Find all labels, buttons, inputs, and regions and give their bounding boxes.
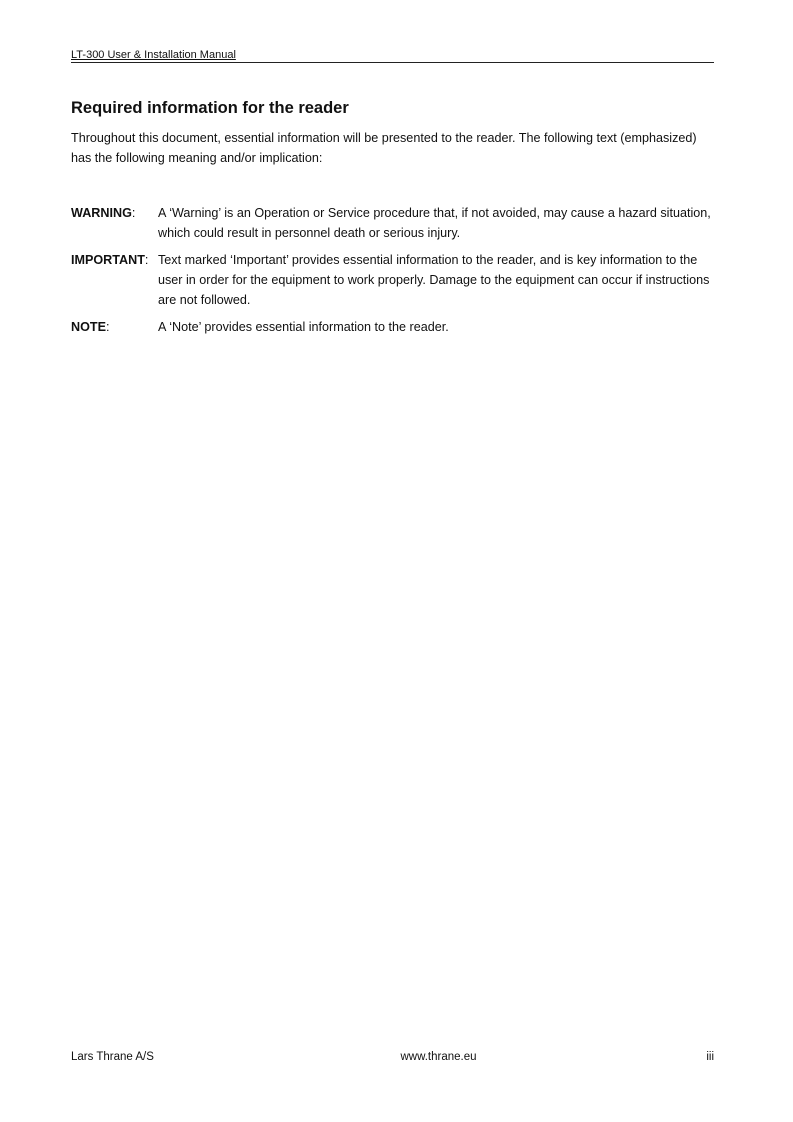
definition-description: Text marked ‘Important’ provides essential information to the reader, and is key information to the user in order for the equipment to work properly. Damage to the equipment can occur if instructions are not followed. <box>158 253 710 307</box>
manual-title: LT-300 User & Installation Manual <box>71 49 236 61</box>
definition-term: NOTE: <box>71 320 110 334</box>
definition-important <box>71 250 716 310</box>
definition-term: IMPORTANT: <box>71 253 149 267</box>
definition-term: WARNING: <box>71 206 136 220</box>
page-header <box>71 49 714 63</box>
footer-page-number: iii <box>706 1051 714 1063</box>
definition-note <box>71 317 716 337</box>
footer-company: Lars Thrane A/S <box>71 1051 154 1063</box>
definition-warning <box>71 203 716 243</box>
footer-website: www.thrane.eu <box>400 1051 477 1063</box>
section-heading: Required information for the reader <box>71 99 349 117</box>
definition-list <box>71 203 716 344</box>
definition-description: A ‘Warning’ is an Operation or Service procedure that, if not avoided, may cause a hazard situation, which could result in personnel death or serious injury. <box>158 206 711 240</box>
definition-description: A ‘Note’ provides essential information to the reader. <box>158 320 449 334</box>
intro-paragraph: Throughout this document, essential information will be presented to the reader. The following text (emphasized) has the following meaning and/or implication: <box>71 131 697 165</box>
